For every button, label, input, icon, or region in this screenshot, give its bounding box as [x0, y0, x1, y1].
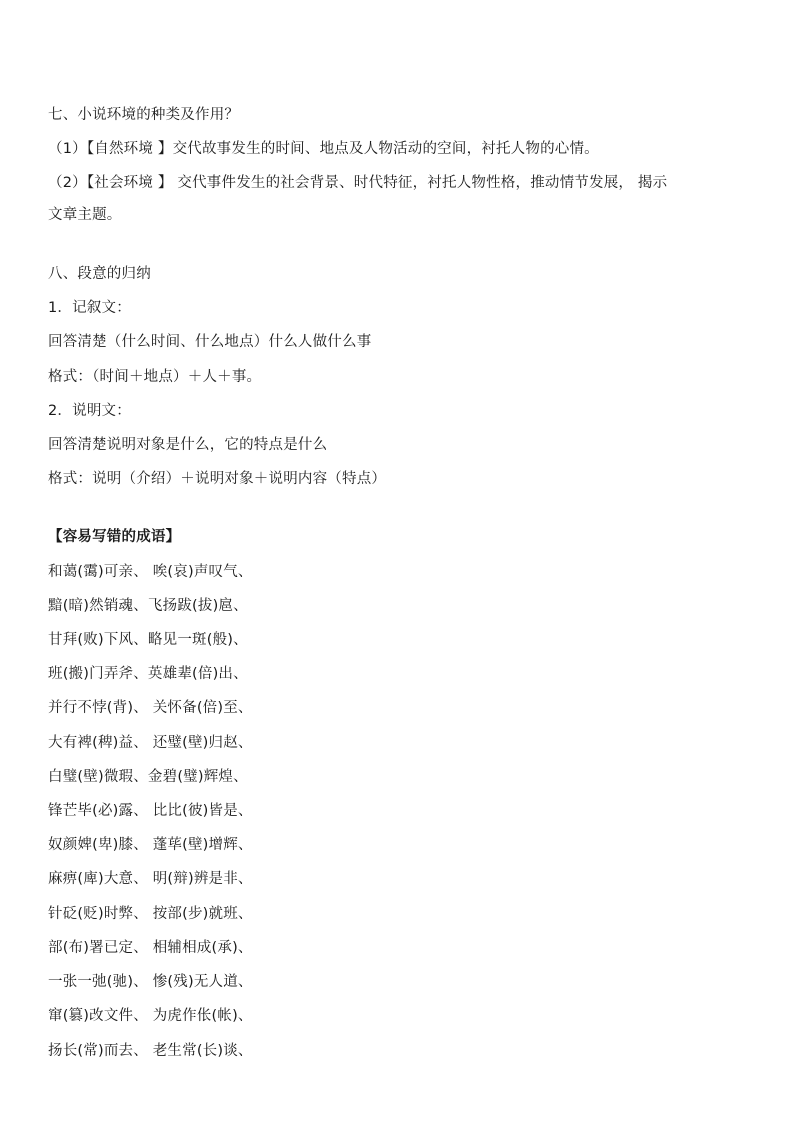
section8-sub2-title: 2．说明文： — [48, 403, 131, 419]
section8-sub1-format: 格式：（时间＋地点）＋人＋事。 — [48, 369, 262, 385]
section7-item1: （1）【自然环境 】交代故事发生的时间、地点及人物活动的空间，衬托人物的心情。 — [48, 141, 599, 157]
section7-heading: 七、小说环境的种类及作用？ — [48, 107, 240, 123]
section8-sub1-desc: 回答清楚（什么时间、什么地点）什么人做什么事 — [48, 334, 372, 350]
idiom-line: 麻痹(庳)大意、 明(辩)辨是非、 — [48, 871, 253, 887]
idiom-line: 部(布)署已定、 相辅相成(承)、 — [48, 940, 253, 956]
idiom-line: 锋芒毕(必)露、 比比(彼)皆是、 — [48, 803, 253, 819]
idiom-line: 甘拜(败)下风、略见一斑(般)、 — [48, 632, 248, 648]
idiom-line: 并行不悖(背)、 关怀备(倍)至、 — [48, 700, 253, 716]
section8-sub1-title: 1．记叙文： — [48, 300, 131, 316]
idioms-heading: 【容易写错的成语】 — [48, 529, 181, 545]
idiom-line: 针砭(贬)时弊、 按部(步)就班、 — [48, 906, 253, 922]
section8-sub2-format: 格式：说明（介绍）＋说明对象＋说明内容（特点） — [48, 471, 387, 487]
section8-heading: 八、段意的归纳 — [48, 266, 151, 282]
idiom-line: 大有裨(稗)益、 还璧(壁)归赵、 — [48, 735, 253, 751]
idiom-line: 窜(篡)改文件、 为虎作伥(帐)、 — [48, 1008, 253, 1024]
idiom-line: 扬长(常)而去、 老生常(长)谈、 — [48, 1043, 253, 1059]
idiom-line: 一张一弛(驰)、 惨(残)无人道、 — [48, 974, 253, 990]
idiom-line: 奴颜婢(卑)膝、 蓬荜(壁)增辉、 — [48, 837, 253, 853]
idiom-line: 白璧(壁)微瑕、金碧(璧)辉煌、 — [48, 769, 248, 785]
idiom-line: 班(搬)门弄斧、英雄辈(倍)出、 — [48, 666, 248, 682]
section7-item2-line2: 文章主题。 — [48, 207, 122, 223]
idiom-line: 和蔼(霭)可亲、 唉(哀)声叹气、 — [48, 564, 253, 580]
section7-item2-line1: （2）【社会环境 】 交代事件发生的社会背景、时代特征，衬托人物性格，推动情节发展， 揭示 — [48, 175, 668, 191]
idiom-line: 黯(暗)然销魂、飞扬跋(拔)扈、 — [48, 598, 248, 614]
section8-sub2-desc: 回答清楚说明对象是什么，它的特点是什么 — [48, 437, 328, 453]
